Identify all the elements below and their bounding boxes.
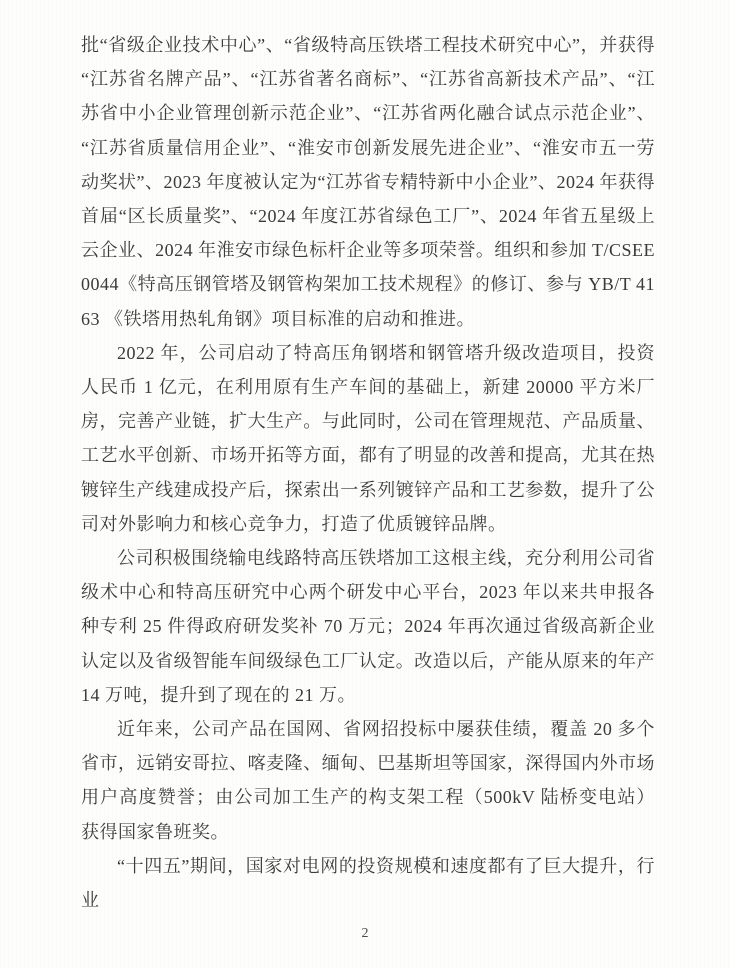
page-number: 2 <box>361 926 369 941</box>
paragraph-honors: 批“省级企业技术中心”、“省级特高压铁塔工程技术研究中心”，并获得“江苏省名牌产品”、“江苏省著名商标”、“江苏省高新技术产品”、“江苏省中小企业管理创新示范企业”、“江苏省两化融合试点示范企业”、“江苏省质量信用企业”、“淮安市创新发展先进企业”、“淮安市五一劳动奖状”、2023 年度被认定为“江苏省专精特新中小企业”、2024 年获得首届“区长质量奖”、“2024 年度江苏省绿色工厂”、2024 年省五星级上云企业、2024 年淮安市绿色标杆企业等多项荣誉。组织和参加 T/CSEE0044《特高压钢管塔及钢管构架加工技术规程》的修订、参与 YB/T 4163 《铁塔用热轧角钢》项目标准的启动和推进。 <box>81 35 655 329</box>
paragraph-upgrade-project: 2022 年，公司启动了特高压角钢塔和钢管塔升级改造项目，投资人民币 1 亿元，在利用原有生产车间的基础上，新建 20000 平方米厂房，完善产业链，扩大生产。与此同时，公司在管理规范、产品质量、工艺水平创新、市场开拓等方面，都有了明显的改善和提高，尤其在热镀锌生产线建成投产后，探索出一系列镀锌产品和工艺参数，提升了公司对外影响力和核心竞争力，打造了优质镀锌品牌。 <box>81 342 655 534</box>
paragraph-14th-five-year-plan: “十四五”期间，国家对电网的投资规模和速度都有了巨大提升，行业 <box>81 855 655 911</box>
document-body <box>81 28 655 917</box>
paragraph-rnd-platform: 公司积极围绕输电线路特高压铁塔加工这根主线，充分利用公司省级术中心和特高压研究中心两个研发中心平台，2023 年以来共申报各种专利 25 件得政府研发奖补 70 万元；2024 年再次通过省级高新企业认定以及省级智能车间级绿色工厂认定。改造以后，产能从原来的年产 14 万吨，提升到了现在的 21 万。 <box>81 548 655 705</box>
paragraph-market-achievements: 近年来，公司产品在国网、省网招投标中屡获佳绩，覆盖 20 多个省市，远销安哥拉、喀麦隆、缅甸、巴基斯坦等国家，深得国内外市场用户高度赞誉；由公司加工生产的构支架工程（500kV 陆桥变电站）获得国家鲁班奖。 <box>81 719 655 842</box>
